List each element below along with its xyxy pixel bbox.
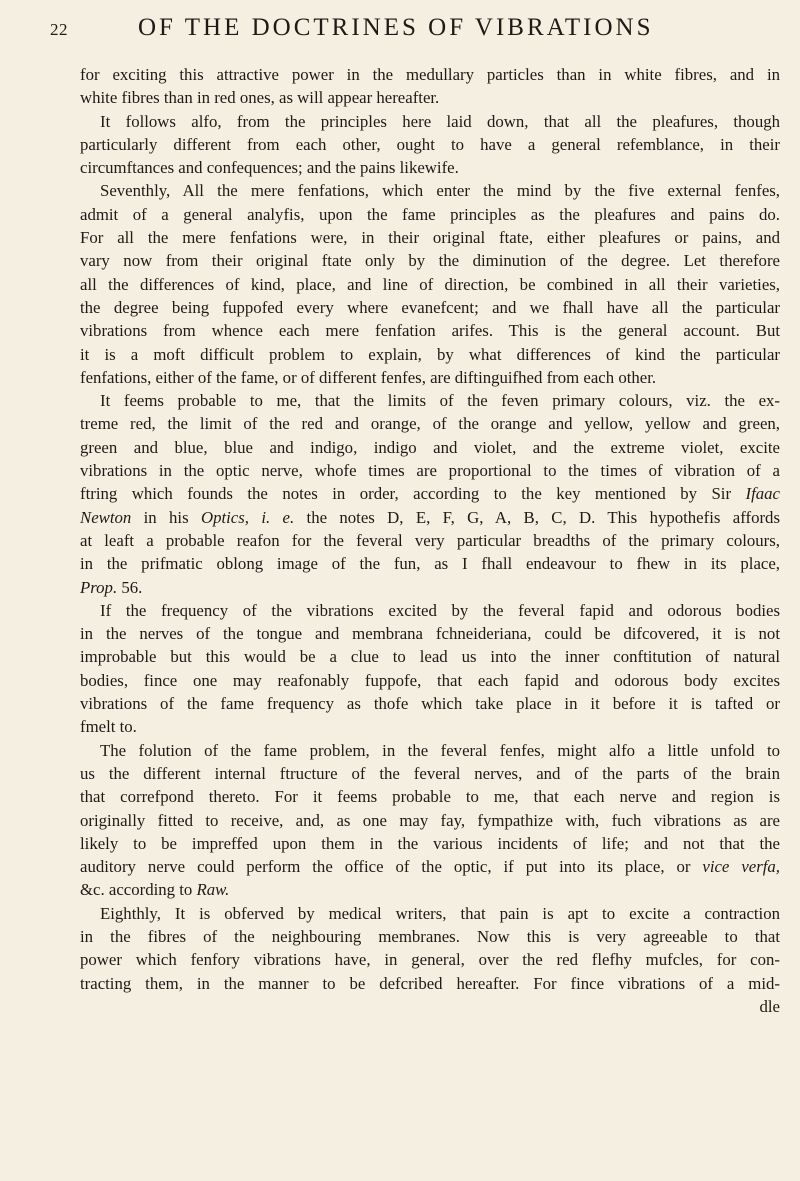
text-run: at leaft a probable reafon for the feveral very particular breadths of the primary colours,: [80, 530, 780, 550]
text-line: [80, 809, 780, 832]
text-line: [80, 529, 780, 552]
text-run: vibrations from whence each mere fenfation arifes. This is the general account. But: [80, 321, 780, 341]
text-run: fmelt to.: [80, 717, 137, 737]
text-run: For all the mere fenfations were, in their original ftate, either pleafures or pains, and: [80, 228, 780, 248]
text-run: tracting them, in the manner to be defcribed hereafter. For fince vibrations of a mid-: [80, 973, 780, 993]
text-run: in the prifmatic oblong image of the fun, as I fhall endeavour to fhew in its place,: [80, 554, 780, 574]
text-line: [80, 762, 780, 785]
text-line: [80, 203, 780, 226]
text-run: originally fitted to receive, and, as one may fay, fympathize with, fuch vibrations as are: [80, 810, 780, 830]
text-line: [80, 412, 780, 435]
text-run: in the fibres of the neighbouring membranes. Now this is very agreeable to that: [80, 926, 780, 946]
text-line: [80, 249, 780, 272]
text-run: It feems probable to me, that the limits of the feven primary colours, viz. the ex-: [100, 391, 780, 411]
text-line: [80, 925, 780, 948]
text-run: that correfpond thereto. For it feems probable to me, that each nerve and region is: [80, 787, 780, 807]
text-line: [80, 459, 780, 482]
italic-text: Raw.: [196, 880, 230, 900]
italic-text: Newton: [80, 507, 132, 527]
text-run: white fibres than in red ones, as will appear hereafter.: [80, 88, 440, 108]
text-run: power which fenfory vibrations have, in general, over the red flefhy mufcles, for con-: [80, 950, 780, 970]
text-line: [80, 576, 780, 599]
text-run: the notes D, E, F, G, A, B, C, D. This hypothefis affords: [294, 507, 780, 527]
body-text: [80, 63, 780, 1018]
text-run: The folution of the fame problem, in the feveral fenfes, might alfo a little unfold to: [100, 740, 780, 760]
text-line: [80, 855, 780, 878]
text-run: &c. according to: [80, 880, 197, 900]
text-run: all the differences of kind, place, and line of direction, be combined in all their varieties,: [80, 274, 780, 294]
text-run: 56.: [117, 577, 143, 597]
text-run: vibrations in the optic nerve, whofe times are proportional to the times of vibration of a: [80, 461, 780, 481]
text-line: [80, 948, 780, 971]
text-line: [80, 739, 780, 762]
text-line: [80, 785, 780, 808]
text-line: [80, 972, 780, 995]
text-line: [80, 715, 780, 738]
text-line: [80, 622, 780, 645]
text-run: It follows alfo, from the principles here laid down, that all the pleafures, though: [100, 111, 780, 131]
running-head: OF THE DOCTRINES OF VIBRATIONS: [138, 14, 654, 41]
text-line: [80, 552, 780, 575]
text-run: us the different internal ftructure of the feveral nerves, and of the parts of the brain: [80, 763, 780, 783]
text-run: Eighthly, It is obferved by medical writers, that pain is apt to excite a contraction: [100, 903, 780, 923]
text-run: vibrations of the fame frequency as thofe which take place in it before it is tafted or: [80, 694, 780, 714]
text-line: [80, 645, 780, 668]
page-header: [50, 14, 760, 42]
text-line: [80, 878, 780, 901]
text-run: particularly different from each other, ought to have a general refemblance, in their: [80, 134, 780, 154]
text-line: [80, 482, 780, 505]
italic-text: vice verfa,: [702, 857, 780, 877]
text-line: [80, 133, 780, 156]
italic-text: Optics, i. e.: [200, 507, 295, 527]
text-run: in his: [131, 507, 201, 527]
text-line: [80, 343, 780, 366]
italic-text: Prop.: [80, 577, 118, 597]
text-run: improbable but this would be a clue to lead us into the inner conftitution of natural: [80, 647, 780, 667]
text-line: [80, 692, 780, 715]
text-run: the degree being fuppofed every where evanefcent; and we fhall have all the particular: [80, 297, 780, 317]
text-line: [80, 179, 780, 202]
text-line: [80, 156, 780, 179]
text-run: treme red, the limit of the red and orange, of the orange and yellow, yellow and green,: [80, 414, 780, 434]
text-line: [80, 273, 780, 296]
text-line: [80, 832, 780, 855]
text-run: in the nerves of the tongue and membrana fchneideriana, could be difcovered, it is not: [80, 624, 780, 644]
text-run: it is a moft difficult problem to explain, by what differences of kind the particular: [80, 344, 780, 364]
text-run: green and blue, blue and indigo, indigo and violet, and the extreme violet, excite: [80, 437, 780, 457]
text-run: circumftances and confequences; and the pains likewife.: [80, 158, 459, 178]
text-run: for exciting this attractive power in the medullary particles than in white fibres, and in: [80, 65, 780, 84]
text-line: [80, 599, 780, 622]
text-line: [80, 995, 780, 1018]
text-line: [80, 226, 780, 249]
text-line: [80, 389, 780, 412]
text-line: [80, 86, 780, 109]
text-line: [80, 436, 780, 459]
text-run: ftring which founds the notes in order, according to the key mentioned by Sir: [80, 484, 746, 504]
text-line: [80, 506, 780, 529]
text-line: [80, 669, 780, 692]
page-number: 22: [50, 20, 68, 39]
italic-text: Ifaac: [745, 484, 780, 504]
text-line: [80, 296, 780, 319]
text-run: If the frequency of the vibrations excited by the feveral fapid and odorous bodies: [100, 600, 780, 620]
text-run: auditory nerve could perform the office of the optic, if put into its place, or: [80, 857, 703, 877]
text-line: [80, 110, 780, 133]
text-run: vary now from their original ftate only by the diminution of the degree. Let therefore: [80, 251, 780, 271]
text-run: bodies, fince one may reafonably fuppofe, that each fapid and odorous body excites: [80, 670, 780, 690]
text-run: admit of a general analyfis, upon the fame principles as the pleafures and pains do.: [80, 204, 780, 224]
text-run: likely to be impreffed upon them in the various incidents of life; and not that the: [80, 833, 780, 853]
text-run: fenfations, either of the fame, or of different fenfes, are diftinguifhed from each other.: [80, 367, 657, 387]
text-run: Seventhly, All the mere fenfations, which enter the mind by the five external fenfes,: [100, 181, 780, 201]
text-line: [80, 902, 780, 925]
text-line: [80, 63, 780, 86]
text-run: dle: [759, 996, 780, 1016]
text-line: [80, 366, 780, 389]
text-line: [80, 319, 780, 342]
